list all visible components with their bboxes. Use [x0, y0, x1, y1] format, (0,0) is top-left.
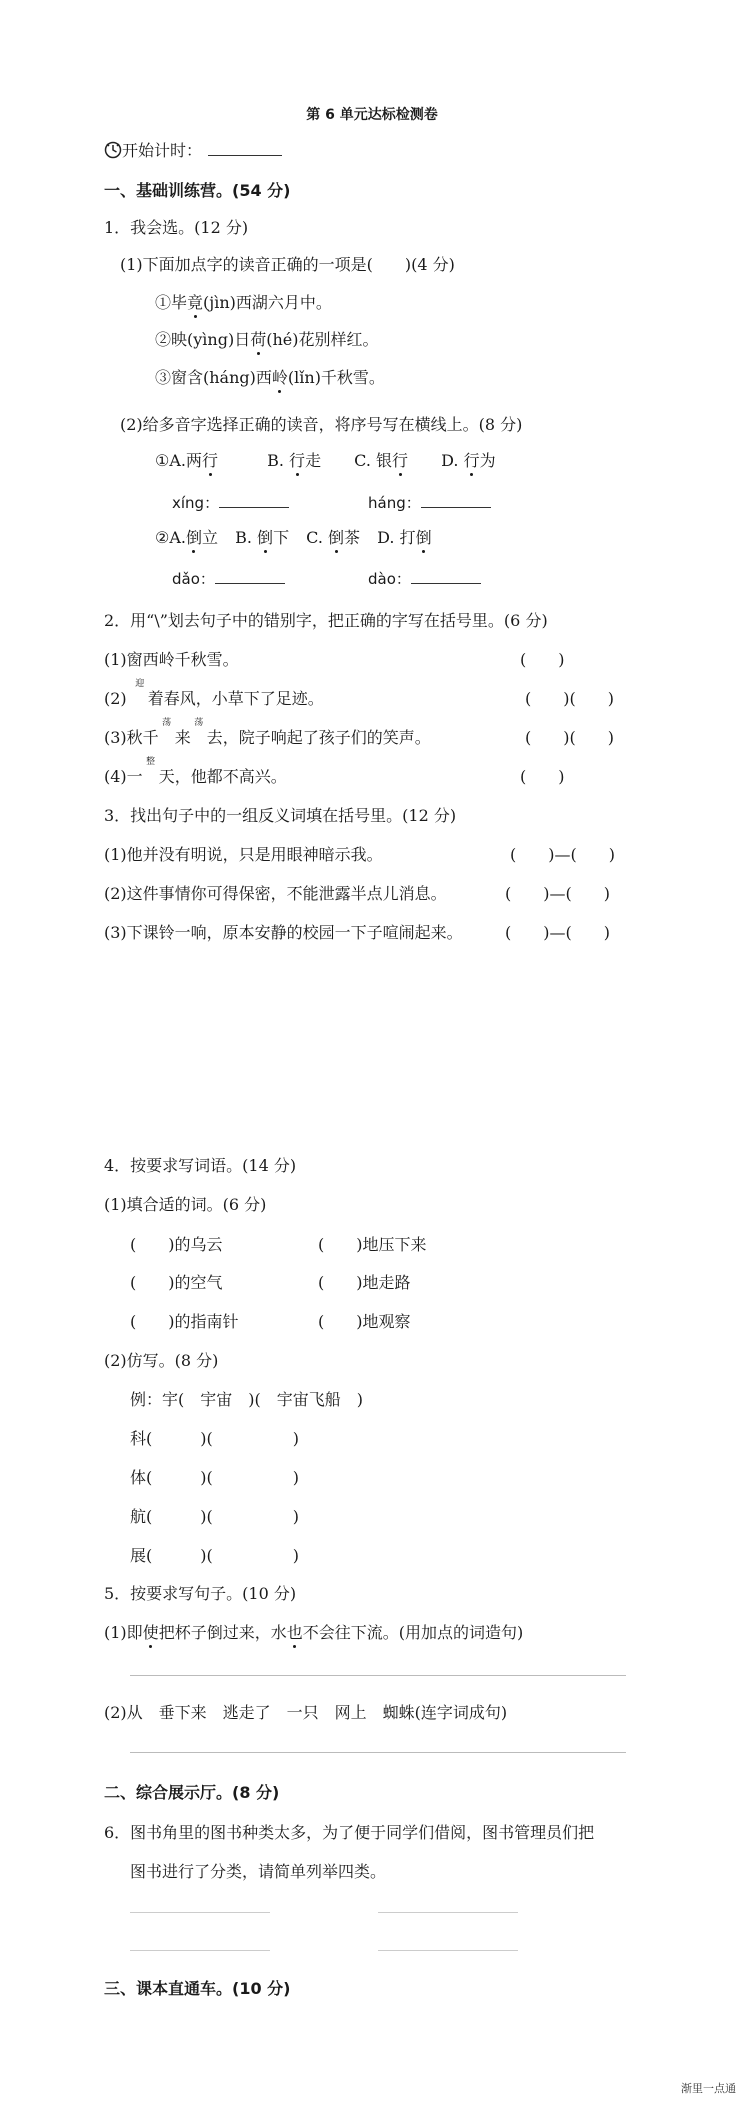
q2-item-4: (4)一 整 天，他都不高兴。 [104, 757, 287, 786]
answer-blank[interactable] [411, 571, 481, 584]
q5-p1: (1)即使把杯子倒过来，水也不会往下流。(用加点的词造句) [104, 1620, 523, 1643]
q4-title: 4．按要求写词语。(14 分) [104, 1156, 297, 1175]
q2-paren-3[interactable]: ( )( ) [525, 728, 614, 747]
q4-fill-right-3[interactable]: ( )地观察 [318, 1312, 411, 1331]
q1-option-2: ②映(yìng)日荷(hé)花别样红。 [155, 327, 378, 350]
q1-pinyin-dao4: dào： [368, 568, 481, 589]
q3-title: 3．找出句子中的一组反义词填在括号里。(12 分) [104, 806, 457, 825]
q3-paren-1[interactable]: ( )—( ) [510, 845, 615, 864]
timer-row [104, 138, 282, 161]
section-1-title: 一、基础训练营。(54 分) [104, 181, 291, 200]
q6-line-2: 图书进行了分类，请简单列举四类。 [130, 1862, 387, 1881]
q4-fill-left-3[interactable]: ( )的指南针 [130, 1312, 239, 1331]
answer-line[interactable] [130, 1675, 626, 1676]
q1-option-3: ③窗含(háng)西岭(lǐn)千秋雪。 [155, 365, 385, 388]
q4-example: 例：宇( 宇宙 )( 宇宙飞船 ) [130, 1390, 363, 1409]
q6-line-1: 6．图书角里的图书种类太多，为了便于同学们借阅，图书管理员们把 [104, 1823, 595, 1842]
q1-option-1: ①毕竟(jìn)西湖六月中。 [155, 290, 332, 313]
section-3-title: 三、课本直通车。(10 分) [104, 1979, 291, 1998]
q3-item-3: (3)下课铃一响，原本安静的校园一下子喧闹起来。 [104, 923, 463, 942]
q4-imitate-4[interactable]: 展( )( ) [130, 1546, 299, 1565]
q1-p2-title: (2)给多音字选择正确的读音，将序号写在横线上。(8 分) [120, 415, 523, 434]
footer-text: 渐里一点通 [681, 2082, 736, 2095]
answer-line[interactable] [378, 1912, 518, 1913]
q4-imitate-3[interactable]: 航( )( ) [130, 1507, 299, 1526]
q2-paren-2[interactable]: ( )( ) [525, 689, 614, 708]
q4-p1-title: (1)填合适的词。(6 分) [104, 1195, 267, 1214]
section-2-title: 二、综合展示厅。(8 分) [104, 1783, 280, 1802]
q2-paren-1[interactable]: ( ) [520, 650, 565, 669]
q1-pinyin-xing: xíng： [172, 492, 289, 513]
q1-p2-row2: ②A.倒立 B. 倒下 C. 倒茶 D. 打倒 [155, 525, 432, 548]
q5-p2: (2)从 垂下来 逃走了 一只 网上 蜘蛛(连字词成句) [104, 1703, 508, 1722]
q1-title: 1．我会选。(12 分) [104, 218, 249, 237]
answer-blank[interactable] [421, 495, 491, 508]
q4-imitate-1[interactable]: 科( )( ) [130, 1429, 299, 1448]
q1-pinyin-hang: háng： [368, 492, 491, 513]
q4-fill-right-1[interactable]: ( )地压下来 [318, 1235, 427, 1254]
q2-title: 2．用“\”划去句子中的错别字，把正确的字写在括号里。(6 分) [104, 611, 548, 630]
q2-paren-4[interactable]: ( ) [520, 767, 565, 786]
answer-line[interactable] [378, 1950, 518, 1951]
timer-blank[interactable] [208, 143, 282, 156]
q3-paren-2[interactable]: ( )—( ) [505, 884, 610, 903]
answer-blank[interactable] [219, 495, 289, 508]
answer-line[interactable] [130, 1950, 270, 1951]
q1-p2-row1: ①A.两行 B. 行走 C. 银行 D. 行为 [155, 448, 496, 471]
timer-label: 开始计时： [122, 141, 203, 160]
q4-p2-title: (2)仿写。(8 分) [104, 1351, 219, 1370]
q4-imitate-2[interactable]: 体( )( ) [130, 1468, 299, 1487]
q1-p1-title: (1)下面加点字的读音正确的一项是( )(4 分) [120, 255, 455, 274]
q5-title: 5．按要求写句子。(10 分) [104, 1584, 297, 1603]
clock-icon [104, 141, 122, 159]
q4-fill-left-2[interactable]: ( )的空气 [130, 1273, 223, 1292]
page-title: 第 6 单元达标检测卷 [306, 107, 438, 123]
answer-blank[interactable] [215, 571, 285, 584]
q3-item-2: (2)这件事情你可得保密，不能泄露半点儿消息。 [104, 884, 447, 903]
q3-paren-3[interactable]: ( )—( ) [505, 923, 610, 942]
q3-item-1: (1)他并没有明说，只是用眼神暗示我。 [104, 845, 383, 864]
answer-line[interactable] [130, 1752, 626, 1753]
q1-pinyin-dao3: dǎo： [172, 568, 285, 589]
q4-fill-right-2[interactable]: ( )地走路 [318, 1273, 411, 1292]
answer-line[interactable] [130, 1912, 270, 1913]
q4-fill-left-1[interactable]: ( )的乌云 [130, 1235, 223, 1254]
q2-item-2: (2) 迎 着春风，小草下了足迹。 [104, 679, 324, 708]
q2-item-3: (3)秋千 荡 来 荡 去，院子响起了孩子们的笑声。 [104, 718, 431, 747]
q2-item-1: (1)窗西岭千秋雪。 [104, 650, 239, 669]
